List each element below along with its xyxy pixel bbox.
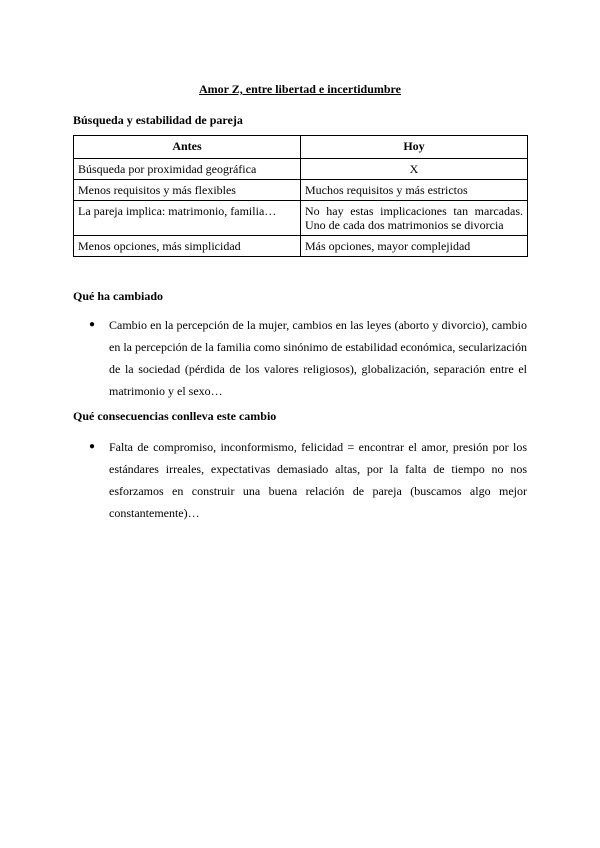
list-item	[73, 314, 527, 402]
table-cell: X	[301, 159, 528, 180]
table-cell: Búsqueda por proximidad geográfica	[74, 159, 301, 180]
list-item-text: Falta de compromiso, inconformismo, felicidad = encontrar el amor, presión por los estándares irreales, expectativas demasiado altas, por la falta de tiempo no nos esforzamos en construir una buena relación de pareja (buscamos algo mejor constantemente)…	[109, 440, 527, 520]
table-row	[74, 236, 528, 257]
list-item	[73, 436, 527, 524]
section-heading-que-ha-cambiado: Qué ha cambiado	[73, 289, 164, 303]
list-item-text: Cambio en la percepción de la mujer, cambios en las leyes (aborto y divorcio), cambio en la percepción de la familia como sinónimo de estabilidad económica, secularización de la sociedad (pérdida de los valores religiosos), globalización, separación entre el matrimonio y el sexo…	[109, 318, 527, 398]
column-header-hoy: Hoy	[301, 136, 528, 159]
table-header-row	[74, 136, 528, 159]
table-row	[74, 180, 528, 201]
table-row	[74, 201, 528, 236]
table-cell: Muchos requisitos y más estrictos	[301, 180, 528, 201]
table-cell: Menos requisitos y más flexibles	[74, 180, 301, 201]
table-cell: No hay estas implicaciones tan marcadas. Uno de cada dos matrimonios se divorcia	[301, 201, 528, 236]
bullet-icon: ●	[89, 319, 96, 330]
bullet-list-consecuencias	[73, 436, 527, 524]
table-cell: Menos opciones, más simplicidad	[74, 236, 301, 257]
column-header-antes: Antes	[74, 136, 301, 159]
table-row	[74, 159, 528, 180]
document-title: Amor Z, entre libertad e incertidumbre	[199, 82, 401, 96]
table-cell: La pareja implica: matrimonio, familia…	[74, 201, 301, 236]
comparison-table	[73, 135, 528, 257]
section-heading-consecuencias: Qué consecuencias conlleva este cambio	[73, 409, 277, 423]
section-heading-busqueda: Búsqueda y estabilidad de pareja	[73, 113, 243, 127]
bullet-list-cambios	[73, 314, 527, 402]
table-cell: Más opciones, mayor complejidad	[301, 236, 528, 257]
bullet-icon: ●	[89, 441, 96, 452]
